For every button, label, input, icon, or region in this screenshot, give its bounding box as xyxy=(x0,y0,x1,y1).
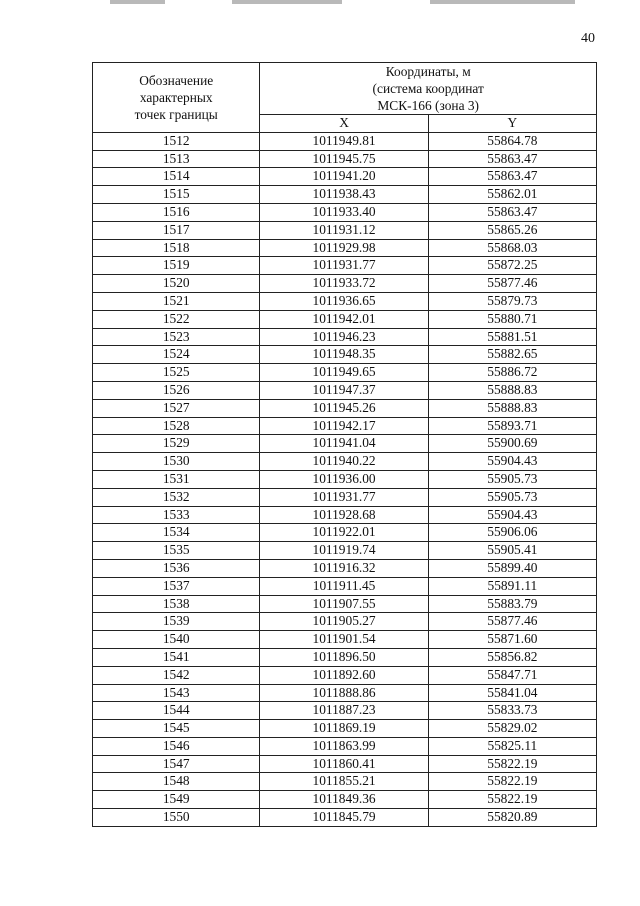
point-cell: 1543 xyxy=(93,684,260,702)
table-row xyxy=(93,470,597,488)
point-cell: 1539 xyxy=(93,613,260,631)
x-cell: 1011933.40 xyxy=(260,203,428,221)
coordinates-header-line: МСК-166 (зона 3) xyxy=(377,98,480,113)
table-row xyxy=(93,328,597,346)
table-row xyxy=(93,684,597,702)
y-cell: 55822.19 xyxy=(428,791,596,809)
y-cell: 55877.46 xyxy=(428,613,596,631)
y-cell: 55864.78 xyxy=(428,132,596,150)
point-cell: 1514 xyxy=(93,168,260,186)
y-cell: 55829.02 xyxy=(428,720,596,738)
x-cell: 1011869.19 xyxy=(260,720,428,738)
y-cell: 55905.73 xyxy=(428,488,596,506)
x-cell: 1011922.01 xyxy=(260,524,428,542)
point-cell: 1541 xyxy=(93,648,260,666)
table-row xyxy=(93,809,597,827)
point-cell: 1529 xyxy=(93,435,260,453)
y-cell: 55872.25 xyxy=(428,257,596,275)
table-row xyxy=(93,613,597,631)
y-cell: 55881.51 xyxy=(428,328,596,346)
x-cell: 1011931.77 xyxy=(260,488,428,506)
x-cell: 1011928.68 xyxy=(260,506,428,524)
x-cell: 1011931.12 xyxy=(260,221,428,239)
y-cell: 55886.72 xyxy=(428,364,596,382)
y-cell: 55877.46 xyxy=(428,275,596,293)
x-cell: 1011933.72 xyxy=(260,275,428,293)
point-cell: 1512 xyxy=(93,132,260,150)
table-row xyxy=(93,364,597,382)
point-cell: 1538 xyxy=(93,595,260,613)
x-cell: 1011940.22 xyxy=(260,453,428,471)
point-cell: 1518 xyxy=(93,239,260,257)
point-cell: 1515 xyxy=(93,186,260,204)
table-row xyxy=(93,524,597,542)
table-row xyxy=(93,168,597,186)
point-cell: 1520 xyxy=(93,275,260,293)
point-cell: 1544 xyxy=(93,702,260,720)
table-row xyxy=(93,488,597,506)
y-cell: 55865.26 xyxy=(428,221,596,239)
point-cell: 1517 xyxy=(93,221,260,239)
x-cell: 1011942.01 xyxy=(260,310,428,328)
x-cell: 1011945.75 xyxy=(260,150,428,168)
x-cell: 1011946.23 xyxy=(260,328,428,346)
y-cell: 55888.83 xyxy=(428,399,596,417)
table-row xyxy=(93,648,597,666)
point-cell: 1530 xyxy=(93,453,260,471)
x-cell: 1011888.86 xyxy=(260,684,428,702)
point-cell: 1524 xyxy=(93,346,260,364)
point-cell: 1523 xyxy=(93,328,260,346)
x-cell: 1011941.20 xyxy=(260,168,428,186)
point-cell: 1516 xyxy=(93,203,260,221)
point-cell: 1537 xyxy=(93,577,260,595)
coordinates-table xyxy=(92,62,597,827)
table-row xyxy=(93,702,597,720)
table-row xyxy=(93,221,597,239)
table-row xyxy=(93,186,597,204)
table-row xyxy=(93,239,597,257)
table-row xyxy=(93,203,597,221)
table-row xyxy=(93,773,597,791)
x-cell: 1011896.50 xyxy=(260,648,428,666)
y-cell: 55905.73 xyxy=(428,470,596,488)
x-cell: 1011938.43 xyxy=(260,186,428,204)
y-cell: 55868.03 xyxy=(428,239,596,257)
coordinates-header-line: (система координат xyxy=(372,81,484,96)
y-cell: 55856.82 xyxy=(428,648,596,666)
coordinates-column-header xyxy=(260,63,597,115)
y-cell: 55871.60 xyxy=(428,631,596,649)
x-cell: 1011919.74 xyxy=(260,542,428,560)
x-column-header: X xyxy=(260,115,428,133)
x-cell: 1011945.26 xyxy=(260,399,428,417)
point-cell: 1513 xyxy=(93,150,260,168)
y-cell: 55822.19 xyxy=(428,755,596,773)
table-row xyxy=(93,132,597,150)
table-row xyxy=(93,631,597,649)
table-row xyxy=(93,577,597,595)
table-row xyxy=(93,310,597,328)
point-header-line: точек границы xyxy=(134,106,218,122)
page-number: 40 xyxy=(581,31,595,46)
point-cell: 1534 xyxy=(93,524,260,542)
y-cell: 55880.71 xyxy=(428,310,596,328)
x-cell: 1011929.98 xyxy=(260,239,428,257)
coordinates-header-line: Координаты, м xyxy=(385,64,471,79)
y-cell: 55822.19 xyxy=(428,773,596,791)
table-row xyxy=(93,737,597,755)
table-row xyxy=(93,435,597,453)
table-body xyxy=(93,132,597,826)
x-cell: 1011947.37 xyxy=(260,381,428,399)
point-header-line: характерных xyxy=(139,89,213,105)
point-cell: 1536 xyxy=(93,559,260,577)
table-row xyxy=(93,399,597,417)
table-row xyxy=(93,666,597,684)
y-cell: 55893.71 xyxy=(428,417,596,435)
point-cell: 1528 xyxy=(93,417,260,435)
point-cell: 1547 xyxy=(93,755,260,773)
point-cell: 1519 xyxy=(93,257,260,275)
table-row xyxy=(93,791,597,809)
table-row xyxy=(93,453,597,471)
x-cell: 1011936.65 xyxy=(260,292,428,310)
x-cell: 1011936.00 xyxy=(260,470,428,488)
point-cell: 1532 xyxy=(93,488,260,506)
table-row xyxy=(93,257,597,275)
table-row xyxy=(93,417,597,435)
table-row xyxy=(93,506,597,524)
table-row xyxy=(93,595,597,613)
y-cell: 55825.11 xyxy=(428,737,596,755)
y-cell: 55883.79 xyxy=(428,595,596,613)
x-cell: 1011911.45 xyxy=(260,577,428,595)
point-cell: 1550 xyxy=(93,809,260,827)
x-cell: 1011863.99 xyxy=(260,737,428,755)
x-cell: 1011849.36 xyxy=(260,791,428,809)
y-cell: 55906.06 xyxy=(428,524,596,542)
y-cell: 55862.01 xyxy=(428,186,596,204)
y-cell: 55833.73 xyxy=(428,702,596,720)
point-header-line: Обозначение xyxy=(139,72,214,88)
table-row xyxy=(93,542,597,560)
x-cell: 1011948.35 xyxy=(260,346,428,364)
x-cell: 1011901.54 xyxy=(260,631,428,649)
point-cell: 1526 xyxy=(93,381,260,399)
table-row xyxy=(93,346,597,364)
table-row xyxy=(93,559,597,577)
y-cell: 55863.47 xyxy=(428,203,596,221)
y-cell: 55904.43 xyxy=(428,453,596,471)
y-cell: 55888.83 xyxy=(428,381,596,399)
scan-artifact xyxy=(0,0,640,8)
x-cell: 1011949.81 xyxy=(260,132,428,150)
x-cell: 1011845.79 xyxy=(260,809,428,827)
point-cell: 1546 xyxy=(93,737,260,755)
x-cell: 1011942.17 xyxy=(260,417,428,435)
y-cell: 55879.73 xyxy=(428,292,596,310)
table-row xyxy=(93,755,597,773)
x-cell: 1011949.65 xyxy=(260,364,428,382)
x-cell: 1011860.41 xyxy=(260,755,428,773)
point-cell: 1525 xyxy=(93,364,260,382)
y-cell: 55904.43 xyxy=(428,506,596,524)
x-cell: 1011887.23 xyxy=(260,702,428,720)
point-cell: 1521 xyxy=(93,292,260,310)
point-cell: 1522 xyxy=(93,310,260,328)
y-cell: 55863.47 xyxy=(428,150,596,168)
x-cell: 1011931.77 xyxy=(260,257,428,275)
y-cell: 55863.47 xyxy=(428,168,596,186)
point-cell: 1540 xyxy=(93,631,260,649)
x-cell: 1011907.55 xyxy=(260,595,428,613)
point-cell: 1531 xyxy=(93,470,260,488)
x-cell: 1011892.60 xyxy=(260,666,428,684)
y-cell: 55882.65 xyxy=(428,346,596,364)
point-cell: 1535 xyxy=(93,542,260,560)
y-cell: 55847.71 xyxy=(428,666,596,684)
point-cell: 1533 xyxy=(93,506,260,524)
x-cell: 1011941.04 xyxy=(260,435,428,453)
x-cell: 1011916.32 xyxy=(260,559,428,577)
table-row xyxy=(93,381,597,399)
y-cell: 55891.11 xyxy=(428,577,596,595)
x-cell: 1011855.21 xyxy=(260,773,428,791)
table-row xyxy=(93,720,597,738)
y-cell: 55905.41 xyxy=(428,542,596,560)
point-cell: 1549 xyxy=(93,791,260,809)
table-row xyxy=(93,275,597,293)
y-cell: 55900.69 xyxy=(428,435,596,453)
x-cell: 1011905.27 xyxy=(260,613,428,631)
point-cell: 1542 xyxy=(93,666,260,684)
point-cell: 1548 xyxy=(93,773,260,791)
point-cell: 1527 xyxy=(93,399,260,417)
point-cell: 1545 xyxy=(93,720,260,738)
y-cell: 55899.40 xyxy=(428,559,596,577)
point-column-header xyxy=(93,63,260,133)
y-column-header: Y xyxy=(428,115,596,133)
y-cell: 55820.89 xyxy=(428,809,596,827)
y-cell: 55841.04 xyxy=(428,684,596,702)
table-row xyxy=(93,292,597,310)
table-row xyxy=(93,150,597,168)
